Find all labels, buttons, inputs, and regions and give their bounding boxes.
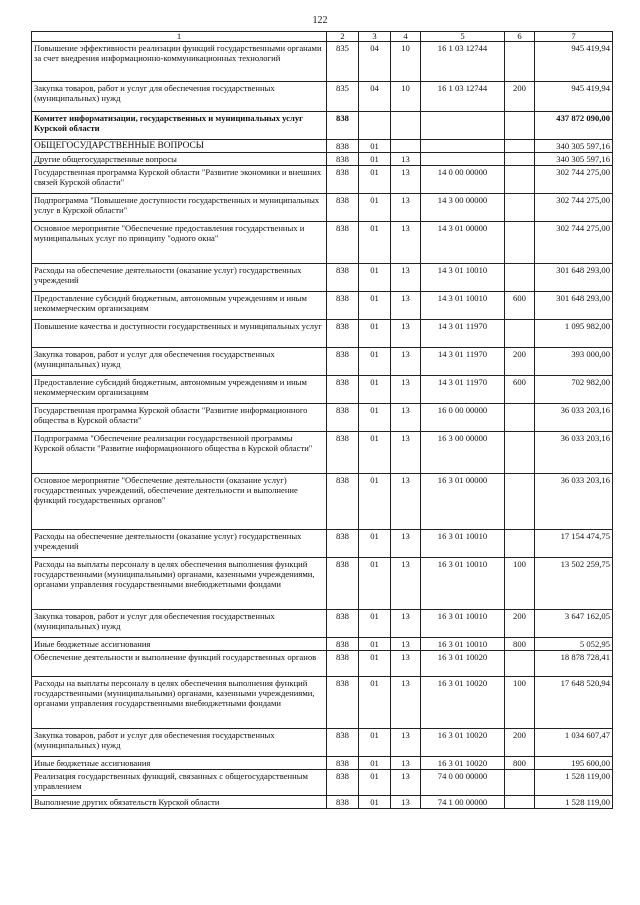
row-expense-type <box>505 651 535 677</box>
row-section: 01 <box>359 474 391 530</box>
row-expense-type: 800 <box>505 757 535 770</box>
row-subsection: 13 <box>391 376 421 404</box>
column-header-5: 5 <box>421 32 505 42</box>
row-amount: 36 033 203,16 <box>535 404 613 432</box>
row-expense-type <box>505 432 535 474</box>
row-target-article: 74 1 00 00000 <box>421 796 505 809</box>
row-amount: 340 305 597,16 <box>535 140 613 153</box>
row-expense-type: 600 <box>505 376 535 404</box>
row-expense-type <box>505 530 535 558</box>
row-name: Комитет информатизации, государственных и муниципальных услуг Курской области <box>32 112 327 140</box>
row-section: 01 <box>359 558 391 610</box>
row-amount: 1 034 607,47 <box>535 729 613 757</box>
row-target-article: 14 3 01 11970 <box>421 348 505 376</box>
row-subsection: 13 <box>391 558 421 610</box>
row-section: 01 <box>359 796 391 809</box>
row-admin-code: 838 <box>327 320 359 348</box>
row-expense-type: 200 <box>505 610 535 638</box>
table-row <box>32 166 613 194</box>
row-target-article: 16 3 01 10020 <box>421 651 505 677</box>
row-admin-code: 838 <box>327 432 359 474</box>
row-admin-code: 838 <box>327 558 359 610</box>
table-row <box>32 140 613 153</box>
column-header-4: 4 <box>391 32 421 42</box>
row-expense-type <box>505 140 535 153</box>
row-expense-type <box>505 112 535 140</box>
row-name: Подпрограмма "Обеспечение реализации государственной программы Курской области "Развитие информационного общества в Курской области" <box>32 432 327 474</box>
row-name: Расходы на обеспечение деятельности (оказание услуг) государственных учреждений <box>32 530 327 558</box>
table-row <box>32 320 613 348</box>
row-admin-code: 838 <box>327 222 359 264</box>
row-target-article: 16 3 01 00000 <box>421 474 505 530</box>
row-amount: 36 033 203,16 <box>535 432 613 474</box>
row-target-article: 16 3 01 10010 <box>421 638 505 651</box>
row-amount: 36 033 203,16 <box>535 474 613 530</box>
table-row <box>32 153 613 166</box>
table-row <box>32 474 613 530</box>
row-section: 01 <box>359 153 391 166</box>
row-amount: 302 744 275,00 <box>535 222 613 264</box>
row-amount: 393 000,00 <box>535 348 613 376</box>
row-subsection: 13 <box>391 651 421 677</box>
row-section: 01 <box>359 638 391 651</box>
row-target-article: 16 0 00 00000 <box>421 404 505 432</box>
row-admin-code: 835 <box>327 42 359 82</box>
row-target-article: 16 3 01 10010 <box>421 610 505 638</box>
row-subsection: 13 <box>391 320 421 348</box>
row-amount: 945 419,94 <box>535 42 613 82</box>
row-expense-type: 800 <box>505 638 535 651</box>
table-row <box>32 796 613 809</box>
row-expense-type <box>505 166 535 194</box>
row-admin-code: 838 <box>327 610 359 638</box>
row-name: Закупка товаров, работ и услуг для обеспечения государственных (муниципальных) нужд <box>32 82 327 112</box>
table-row <box>32 558 613 610</box>
row-section: 01 <box>359 376 391 404</box>
row-amount: 340 305 597,16 <box>535 153 613 166</box>
row-amount: 702 982,00 <box>535 376 613 404</box>
row-name: Повышение эффективности реализации функций государственными органами за счет внедрения информационно-коммуникационных технологий <box>32 42 327 82</box>
row-name: Основное мероприятие "Обеспечение деятельности (оказание услуг) государственных учреждений, обеспечение деятельности и выполнение функций государственных органов" <box>32 474 327 530</box>
row-target-article: 14 3 01 00000 <box>421 222 505 264</box>
row-admin-code: 838 <box>327 474 359 530</box>
row-name: ОБЩЕГОСУДАРСТВЕННЫЕ ВОПРОСЫ <box>32 140 327 153</box>
row-target-article: 16 3 01 10020 <box>421 677 505 729</box>
row-subsection: 13 <box>391 153 421 166</box>
row-expense-type <box>505 796 535 809</box>
row-target-article: 16 3 01 10010 <box>421 530 505 558</box>
row-target-article: 16 3 01 10010 <box>421 558 505 610</box>
row-admin-code: 838 <box>327 651 359 677</box>
row-section: 01 <box>359 348 391 376</box>
table-row <box>32 404 613 432</box>
table-row <box>32 638 613 651</box>
row-expense-type <box>505 222 535 264</box>
table-row <box>32 651 613 677</box>
row-amount: 1 095 982,00 <box>535 320 613 348</box>
row-target-article: 16 1 03 12744 <box>421 82 505 112</box>
row-section <box>359 112 391 140</box>
row-target-article: 14 3 01 11970 <box>421 376 505 404</box>
table-row <box>32 432 613 474</box>
row-name: Другие общегосударственные вопросы <box>32 153 327 166</box>
row-amount: 301 648 293,00 <box>535 264 613 292</box>
row-expense-type: 100 <box>505 677 535 729</box>
header-row <box>32 32 613 42</box>
row-admin-code: 838 <box>327 770 359 796</box>
table-row <box>32 42 613 82</box>
row-subsection <box>391 112 421 140</box>
row-name: Расходы на выплаты персоналу в целях обеспечения выполнения функций государственными (муниципальными) органами, казенными учреждениями, органами управления государственными внебюджетными фондами <box>32 558 327 610</box>
row-section: 01 <box>359 530 391 558</box>
row-target-article <box>421 153 505 166</box>
column-header-7: 7 <box>535 32 613 42</box>
row-target-article: 16 3 00 00000 <box>421 432 505 474</box>
row-section: 01 <box>359 651 391 677</box>
table-row <box>32 292 613 320</box>
row-amount: 302 744 275,00 <box>535 194 613 222</box>
column-header-1: 1 <box>32 32 327 42</box>
row-name: Государственная программа Курской области "Развитие информационного общества в Курской области" <box>32 404 327 432</box>
row-subsection: 13 <box>391 292 421 320</box>
row-amount: 301 648 293,00 <box>535 292 613 320</box>
table-body <box>32 42 613 809</box>
row-name: Обеспечение деятельности и выполнение функций государственных органов <box>32 651 327 677</box>
table-row <box>32 610 613 638</box>
row-subsection: 13 <box>391 264 421 292</box>
row-amount: 1 528 119,00 <box>535 770 613 796</box>
row-target-article: 14 0 00 00000 <box>421 166 505 194</box>
row-target-article: 14 3 01 10010 <box>421 264 505 292</box>
row-amount: 437 872 090,00 <box>535 112 613 140</box>
row-name: Закупка товаров, работ и услуг для обеспечения государственных (муниципальных) нужд <box>32 729 327 757</box>
budget-table <box>31 31 613 809</box>
row-admin-code: 835 <box>327 82 359 112</box>
row-expense-type <box>505 770 535 796</box>
row-expense-type <box>505 264 535 292</box>
row-expense-type <box>505 474 535 530</box>
row-admin-code: 838 <box>327 112 359 140</box>
row-subsection: 13 <box>391 757 421 770</box>
row-name: Выполнение других обязательств Курской области <box>32 796 327 809</box>
row-admin-code: 838 <box>327 376 359 404</box>
row-admin-code: 838 <box>327 796 359 809</box>
row-expense-type: 200 <box>505 729 535 757</box>
row-admin-code: 838 <box>327 264 359 292</box>
row-section: 01 <box>359 404 391 432</box>
row-name: Закупка товаров, работ и услуг для обеспечения государственных (муниципальных) нужд <box>32 610 327 638</box>
row-section: 01 <box>359 432 391 474</box>
row-subsection: 10 <box>391 42 421 82</box>
row-section: 04 <box>359 82 391 112</box>
row-amount: 3 647 162,05 <box>535 610 613 638</box>
row-name: Иные бюджетные ассигнования <box>32 757 327 770</box>
row-admin-code: 838 <box>327 729 359 757</box>
row-target-article: 14 3 01 10010 <box>421 292 505 320</box>
table-row <box>32 757 613 770</box>
row-admin-code: 838 <box>327 757 359 770</box>
row-target-article: 16 3 01 10020 <box>421 729 505 757</box>
row-expense-type <box>505 320 535 348</box>
row-name: Иные бюджетные ассигнования <box>32 638 327 651</box>
row-name: Подпрограмма "Повышение доступности государственных и муниципальных услуг в Курской области" <box>32 194 327 222</box>
row-section: 01 <box>359 610 391 638</box>
table-row <box>32 264 613 292</box>
column-header-3: 3 <box>359 32 391 42</box>
table-row <box>32 222 613 264</box>
table-row <box>32 376 613 404</box>
row-section: 01 <box>359 677 391 729</box>
row-subsection: 13 <box>391 474 421 530</box>
row-admin-code: 838 <box>327 153 359 166</box>
row-section: 01 <box>359 222 391 264</box>
row-subsection: 13 <box>391 404 421 432</box>
table-row <box>32 677 613 729</box>
row-target-article: 16 3 01 10020 <box>421 757 505 770</box>
row-admin-code: 838 <box>327 348 359 376</box>
table-row <box>32 729 613 757</box>
table-row <box>32 770 613 796</box>
row-section: 01 <box>359 292 391 320</box>
row-expense-type <box>505 153 535 166</box>
row-amount: 302 744 275,00 <box>535 166 613 194</box>
table-row <box>32 530 613 558</box>
row-admin-code: 838 <box>327 194 359 222</box>
row-name: Основное мероприятие "Обеспечение предоставления государственных и муниципальных услуг по принципу "одного окна" <box>32 222 327 264</box>
table-row <box>32 194 613 222</box>
row-target-article: 14 3 01 11970 <box>421 320 505 348</box>
row-target-article <box>421 112 505 140</box>
row-admin-code: 838 <box>327 530 359 558</box>
row-amount: 5 052,95 <box>535 638 613 651</box>
row-name: Закупка товаров, работ и услуг для обеспечения государственных (муниципальных) нужд <box>32 348 327 376</box>
row-subsection: 13 <box>391 610 421 638</box>
row-subsection: 13 <box>391 348 421 376</box>
row-amount: 1 528 119,00 <box>535 796 613 809</box>
row-admin-code: 838 <box>327 140 359 153</box>
row-amount: 13 502 259,75 <box>535 558 613 610</box>
row-section: 01 <box>359 194 391 222</box>
row-amount: 945 419,94 <box>535 82 613 112</box>
row-name: Реализация государственных функций, связанных с общегосударственным управлением <box>32 770 327 796</box>
row-target-article <box>421 140 505 153</box>
row-name: Предоставление субсидий бюджетным, автономным учреждениям и иным некоммерческим организациям <box>32 292 327 320</box>
row-amount: 195 600,00 <box>535 757 613 770</box>
column-header-2: 2 <box>327 32 359 42</box>
row-subsection: 13 <box>391 194 421 222</box>
row-section: 01 <box>359 166 391 194</box>
table-row <box>32 112 613 140</box>
row-amount: 17 154 474,75 <box>535 530 613 558</box>
row-admin-code: 838 <box>327 638 359 651</box>
row-admin-code: 838 <box>327 166 359 194</box>
page-number: 122 <box>312 15 328 26</box>
row-expense-type <box>505 42 535 82</box>
row-admin-code: 838 <box>327 292 359 320</box>
row-subsection: 13 <box>391 677 421 729</box>
row-name: Расходы на выплаты персоналу в целях обеспечения выполнения функций государственными (муниципальными) органами, казенными учреждениями, органами управления государственными внебюджетными фондами <box>32 677 327 729</box>
row-subsection: 13 <box>391 729 421 757</box>
row-subsection: 13 <box>391 770 421 796</box>
row-target-article: 14 3 00 00000 <box>421 194 505 222</box>
row-subsection: 10 <box>391 82 421 112</box>
row-admin-code: 838 <box>327 677 359 729</box>
table-row <box>32 348 613 376</box>
row-target-article: 16 1 03 12744 <box>421 42 505 82</box>
row-subsection: 13 <box>391 222 421 264</box>
row-subsection: 13 <box>391 796 421 809</box>
row-expense-type: 200 <box>505 82 535 112</box>
row-expense-type: 200 <box>505 348 535 376</box>
row-section: 01 <box>359 729 391 757</box>
row-name: Расходы на обеспечение деятельности (оказание услуг) государственных учреждений <box>32 264 327 292</box>
row-amount: 17 648 520,94 <box>535 677 613 729</box>
row-admin-code: 838 <box>327 404 359 432</box>
row-expense-type <box>505 194 535 222</box>
row-expense-type: 600 <box>505 292 535 320</box>
row-name: Государственная программа Курской области "Развитие экономики и внешних связей Курской области" <box>32 166 327 194</box>
row-section: 01 <box>359 140 391 153</box>
row-subsection <box>391 140 421 153</box>
row-name: Предоставление субсидий бюджетным, автономным учреждениям и иным некоммерческим организациям <box>32 376 327 404</box>
row-amount: 18 878 728,41 <box>535 651 613 677</box>
row-expense-type: 100 <box>505 558 535 610</box>
row-subsection: 13 <box>391 166 421 194</box>
table-row <box>32 82 613 112</box>
row-section: 04 <box>359 42 391 82</box>
row-name: Повышение качества и доступности государственных и муниципальных услуг <box>32 320 327 348</box>
row-subsection: 13 <box>391 638 421 651</box>
row-section: 01 <box>359 264 391 292</box>
column-header-6: 6 <box>505 32 535 42</box>
row-subsection: 13 <box>391 530 421 558</box>
row-section: 01 <box>359 757 391 770</box>
row-subsection: 13 <box>391 432 421 474</box>
row-expense-type <box>505 404 535 432</box>
row-section: 01 <box>359 320 391 348</box>
row-section: 01 <box>359 770 391 796</box>
row-target-article: 74 0 00 00000 <box>421 770 505 796</box>
